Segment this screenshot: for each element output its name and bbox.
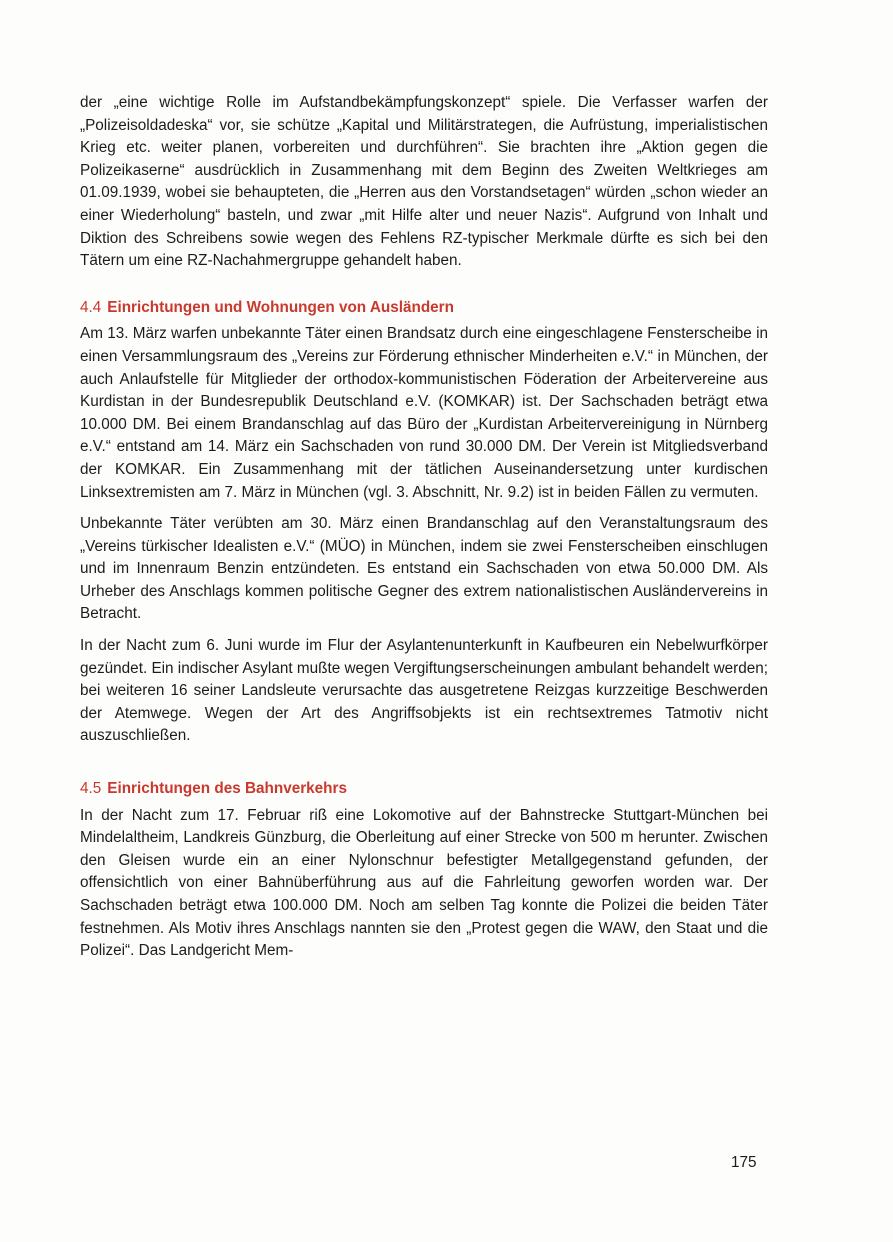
body-paragraph: Am 13. März warfen unbekannte Täter einen Brandsatz durch eine eingeschlagene Fensterscheibe in einen Versammlungsraum des „Vereins zur Förderung ethnischer Minderheiten e.V.“ in München, der auch Anlaufstelle für Mitglieder der orthodox-kommunistischen Föderation der Arbeitervereine aus Kurdistan in der Bundesrepublik Deutschland e.V. (KOMKAR) ist. Der Sachschaden beträgt etwa 10.000 DM. Bei einem Brandanschlag auf das Büro der „Kurdistan Arbeitervereinigung in Nürnberg e.V.“ entstand am 14. März ein Sachschaden von rund 30.000 DM. Der Verein ist Mitgliedsverband der KOMKAR. Ein Zusammenhang mit der tätlichen Auseinandersetzung unter kurdischen Linksextremisten am 7. März in München (vgl. 3. Abschnitt, Nr. 9.2) ist in beiden Fällen zu vermuten. — [80, 325, 768, 501]
section-heading-4-4 — [80, 297, 768, 320]
page-number: 175 — [731, 1154, 757, 1171]
intro-paragraph: der „eine wichtige Rolle im Aufstandbekämpfungskonzept“ spiele. Die Verfasser warfen der „Polizeisoldadeska“ vor, sie schütze „Kapital und Militärstrategen, die Aufrüstung, imperialistischen Krieg etc. weiter planen, vorbereiten und durchführen“. Sie brachten ihre „Aktion gegen die Polizeikaserne“ ausdrücklich in Zusammenhang mit dem Beginn des Zweiten Weltkrieges am 01.09.1939, wobei sie behaupteten, die „Herren aus den Vorstandsetagen“ würden „schon wieder an einer Wiederholung“ basteln, und zwar „mit Hilfe alter und neuer Nazis“. Aufgrund von Inhalt und Diktion des Schreibens sowie wegen des Fehlens RZ-typischer Merkmale dürfte es sich bei den Tätern um eine RZ-Nachahmergruppe gehandelt haben. — [80, 94, 768, 270]
body-paragraph: In der Nacht zum 17. Februar riß eine Lokomotive auf der Bahnstrecke Stuttgart-München bei Mindelaltheim, Landkreis Günzburg, die Oberleitung auf einer Strecke von 500 m herunter. Zwischen den Gleisen wurde ein an einer Nylonschnur befestigter Metallgegenstand gefunden, der offensichtlich von einer Bahnüberführung aus auf die Fahrleitung geworfen worden war. Der Sachschaden beträgt etwa 100.000 DM. Noch am selben Tag konnte die Polizei die beiden Täter festnehmen. Als Motiv ihres Anschlags nannten sie den „Protest gegen die WAW, den Staat und die Polizei“. Das Landgericht Mem- — [80, 806, 768, 960]
body-paragraph: In der Nacht zum 6. Juni wurde im Flur der Asylantenunterkunft in Kaufbeuren ein Nebelwurfkörper gezündet. Ein indischer Asylant mußte wegen Vergiftungserscheinungen ambulant behandelt werden; bei weiteren 16 seiner Landsleute verursachte das ausgetretene Reizgas kurzzeitige Beschwerden der Atemwege. Wegen der Art des Angriffsobjekts ist ein rechtsextremes Tatmotiv nicht auszuschließen. — [80, 637, 768, 745]
section-number: 4.4 — [80, 298, 102, 316]
document-page — [80, 92, 768, 972]
section-heading-4-5 — [80, 778, 768, 801]
section-title: Einrichtungen und Wohnungen von Ausländern — [107, 298, 454, 316]
section-title: Einrichtungen des Bahnverkehrs — [107, 780, 347, 798]
body-paragraph: Unbekannte Täter verübten am 30. März einen Brandanschlag auf den Veranstaltungsraum des „Vereins türkischer Idealisten e.V.“ (MÜO) in München, indem sie zwei Fensterscheiben einschlugen und im Innenraum Benzin entzündeten. Es entstand ein Sachschaden von etwa 50.000 DM. Als Urheber des Anschlags kommen politische Gegner des extrem nationalistischen Ausländervereins in Betracht. — [80, 515, 768, 623]
section-number: 4.5 — [80, 780, 102, 798]
